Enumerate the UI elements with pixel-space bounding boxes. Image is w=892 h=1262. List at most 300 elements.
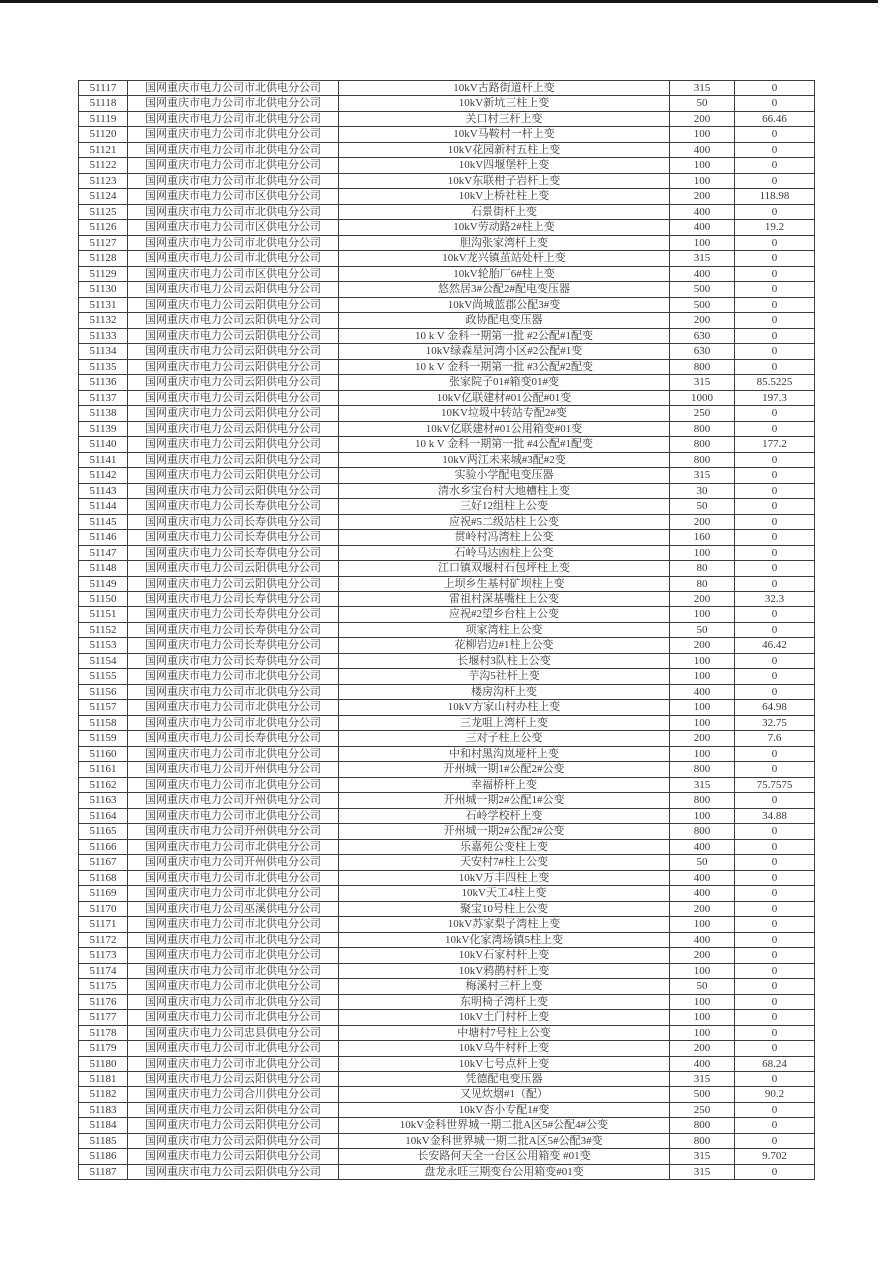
- table-row: [79, 96, 815, 111]
- cell-row-id: 51121: [79, 142, 128, 157]
- cell-metric: 68.24: [735, 1056, 815, 1071]
- cell-metric: 0: [735, 530, 815, 545]
- cell-company: 国网重庆市电力公司市北供电分公司: [128, 684, 339, 699]
- cell-company: 国网重庆市电力公司云阳供电分公司: [128, 344, 339, 359]
- cell-metric: 0: [735, 1164, 815, 1179]
- cell-capacity: 315: [670, 1164, 735, 1179]
- cell-metric: 0: [735, 313, 815, 328]
- cell-transformer-name: 天安村7#柱上公变: [339, 855, 670, 870]
- cell-metric: 0: [735, 979, 815, 994]
- cell-capacity: 400: [670, 870, 735, 885]
- cell-capacity: 200: [670, 901, 735, 916]
- cell-company: 国网重庆市电力公司长寿供电分公司: [128, 591, 339, 606]
- cell-metric: 0: [735, 81, 815, 96]
- cell-metric: 0: [735, 622, 815, 637]
- cell-company: 国网重庆市电力公司长寿供电分公司: [128, 653, 339, 668]
- cell-metric: 34.88: [735, 808, 815, 823]
- cell-transformer-name: 10kV四堰堡杆上变: [339, 158, 670, 173]
- cell-transformer-name: 三好12组柱上公变: [339, 499, 670, 514]
- table-row: [79, 297, 815, 312]
- cell-company: 国网重庆市电力公司市北供电分公司: [128, 111, 339, 126]
- table-row: [79, 576, 815, 591]
- cell-company: 国网重庆市电力公司云阳供电分公司: [128, 297, 339, 312]
- cell-company: 国网重庆市电力公司长寿供电分公司: [128, 638, 339, 653]
- table-row: [79, 483, 815, 498]
- cell-company: 国网重庆市电力公司云阳供电分公司: [128, 359, 339, 374]
- table-row: [79, 886, 815, 901]
- table-row: [79, 81, 815, 96]
- cell-transformer-name: 花柳岩边#1柱上公变: [339, 638, 670, 653]
- table-row: [79, 266, 815, 281]
- cell-metric: 64.98: [735, 700, 815, 715]
- cell-capacity: 100: [670, 715, 735, 730]
- table-row: [79, 390, 815, 405]
- cell-capacity: 50: [670, 855, 735, 870]
- cell-capacity: 800: [670, 437, 735, 452]
- cell-row-id: 51181: [79, 1072, 128, 1087]
- table-row: [79, 653, 815, 668]
- cell-row-id: 51185: [79, 1133, 128, 1148]
- table-row: [79, 1102, 815, 1117]
- cell-transformer-name: 实验小学配电变压器: [339, 468, 670, 483]
- table-row: [79, 359, 815, 374]
- cell-capacity: 1000: [670, 390, 735, 405]
- cell-capacity: 200: [670, 948, 735, 963]
- cell-row-id: 51129: [79, 266, 128, 281]
- table-row: [79, 251, 815, 266]
- cell-row-id: 51118: [79, 96, 128, 111]
- table-row: [79, 824, 815, 839]
- cell-company: 国网重庆市电力公司市北供电分公司: [128, 808, 339, 823]
- cell-transformer-name: 贯岭村冯湾柱上公变: [339, 530, 670, 545]
- table-row: [79, 499, 815, 514]
- cell-row-id: 51120: [79, 127, 128, 142]
- cell-capacity: 50: [670, 96, 735, 111]
- cell-row-id: 51132: [79, 313, 128, 328]
- cell-metric: 46.42: [735, 638, 815, 653]
- cell-transformer-name: 关口村三杆上变: [339, 111, 670, 126]
- cell-transformer-name: 政协配电变压器: [339, 313, 670, 328]
- cell-capacity: 800: [670, 359, 735, 374]
- cell-transformer-name: 应祝#2望乡台柱上公变: [339, 607, 670, 622]
- cell-metric: 90.2: [735, 1087, 815, 1102]
- cell-metric: 0: [735, 328, 815, 343]
- cell-capacity: 100: [670, 994, 735, 1009]
- cell-company: 国网重庆市电力公司市北供电分公司: [128, 1056, 339, 1071]
- cell-capacity: 100: [670, 746, 735, 761]
- cell-transformer-name: 清水乡宝台村大地槽柱上变: [339, 483, 670, 498]
- table-row: [79, 561, 815, 576]
- table-row: [79, 173, 815, 188]
- cell-row-id: 51177: [79, 1010, 128, 1025]
- cell-company: 国网重庆市电力公司云阳供电分公司: [128, 1102, 339, 1117]
- table-row: [79, 715, 815, 730]
- table-row: [79, 158, 815, 173]
- cell-metric: 0: [735, 96, 815, 111]
- table-row: [79, 700, 815, 715]
- table-row: [79, 731, 815, 746]
- cell-row-id: 51122: [79, 158, 128, 173]
- cell-capacity: 400: [670, 1056, 735, 1071]
- cell-row-id: 51156: [79, 684, 128, 699]
- cell-transformer-name: 聚宝10号柱上公变: [339, 901, 670, 916]
- cell-transformer-name: 10kV杏小专配1#变: [339, 1102, 670, 1117]
- cell-company: 国网重庆市电力公司云阳供电分公司: [128, 1149, 339, 1164]
- cell-company: 国网重庆市电力公司市北供电分公司: [128, 142, 339, 157]
- cell-capacity: 100: [670, 173, 735, 188]
- cell-row-id: 51176: [79, 994, 128, 1009]
- cell-transformer-name: 盘龙永旺三期变台公用箱变#01变: [339, 1164, 670, 1179]
- cell-company: 国网重庆市电力公司云阳供电分公司: [128, 468, 339, 483]
- cell-transformer-name: 10kV花园新村五柱上变: [339, 142, 670, 157]
- cell-metric: 0: [735, 870, 815, 885]
- cell-capacity: 100: [670, 669, 735, 684]
- cell-capacity: 500: [670, 282, 735, 297]
- cell-company: 国网重庆市电力公司云阳供电分公司: [128, 483, 339, 498]
- cell-metric: 0: [735, 839, 815, 854]
- cell-metric: 0: [735, 1102, 815, 1117]
- cell-row-id: 51187: [79, 1164, 128, 1179]
- cell-company: 国网重庆市电力公司云阳供电分公司: [128, 313, 339, 328]
- cell-capacity: 100: [670, 917, 735, 932]
- cell-metric: 0: [735, 1118, 815, 1133]
- cell-transformer-name: 凭德配电变压器: [339, 1072, 670, 1087]
- cell-row-id: 51149: [79, 576, 128, 591]
- cell-company: 国网重庆市电力公司忠县供电分公司: [128, 1025, 339, 1040]
- cell-company: 国网重庆市电力公司云阳供电分公司: [128, 375, 339, 390]
- cell-capacity: 315: [670, 375, 735, 390]
- cell-company: 国网重庆市电力公司云阳供电分公司: [128, 576, 339, 591]
- cell-company: 国网重庆市电力公司长寿供电分公司: [128, 514, 339, 529]
- cell-metric: 0: [735, 545, 815, 560]
- cell-metric: 0: [735, 173, 815, 188]
- cell-row-id: 51171: [79, 917, 128, 932]
- cell-row-id: 51133: [79, 328, 128, 343]
- cell-transformer-name: 石岭学校杆上变: [339, 808, 670, 823]
- cell-metric: 0: [735, 824, 815, 839]
- cell-capacity: 500: [670, 1087, 735, 1102]
- cell-metric: 7.6: [735, 731, 815, 746]
- cell-transformer-name: 悠然居3#公配2#配电变压器: [339, 282, 670, 297]
- cell-capacity: 100: [670, 1025, 735, 1040]
- cell-transformer-name: 10kV化家湾场镇5柱上变: [339, 932, 670, 947]
- cell-capacity: 250: [670, 406, 735, 421]
- cell-capacity: 315: [670, 468, 735, 483]
- cell-company: 国网重庆市电力公司市北供电分公司: [128, 979, 339, 994]
- cell-metric: 0: [735, 576, 815, 591]
- cell-metric: 85.5225: [735, 375, 815, 390]
- table-row: [79, 1164, 815, 1179]
- table-row: [79, 1118, 815, 1133]
- cell-metric: 0: [735, 607, 815, 622]
- table-row: [79, 669, 815, 684]
- cell-capacity: 400: [670, 220, 735, 235]
- cell-company: 国网重庆市电力公司市北供电分公司: [128, 700, 339, 715]
- cell-transformer-name: 10kV轮胎厂6#柱上变: [339, 266, 670, 281]
- cell-row-id: 51139: [79, 421, 128, 436]
- cell-row-id: 51131: [79, 297, 128, 312]
- cell-capacity: 160: [670, 530, 735, 545]
- cell-row-id: 51178: [79, 1025, 128, 1040]
- cell-capacity: 800: [670, 793, 735, 808]
- cell-metric: 9.702: [735, 1149, 815, 1164]
- cell-company: 国网重庆市电力公司市北供电分公司: [128, 948, 339, 963]
- cell-company: 国网重庆市电力公司市北供电分公司: [128, 669, 339, 684]
- cell-metric: 0: [735, 901, 815, 916]
- cell-row-id: 51155: [79, 669, 128, 684]
- table-row: [79, 638, 815, 653]
- table-row: [79, 406, 815, 421]
- cell-row-id: 51137: [79, 390, 128, 405]
- cell-company: 国网重庆市电力公司长寿供电分公司: [128, 499, 339, 514]
- cell-metric: 19.2: [735, 220, 815, 235]
- cell-metric: 0: [735, 762, 815, 777]
- cell-transformer-name: 10kV古路街道杆上变: [339, 81, 670, 96]
- table-row: [79, 901, 815, 916]
- cell-transformer-name: 应祝#5二级站柱上公变: [339, 514, 670, 529]
- cell-row-id: 51166: [79, 839, 128, 854]
- cell-row-id: 51125: [79, 204, 128, 219]
- transformer-table: [78, 80, 815, 1180]
- cell-row-id: 51136: [79, 375, 128, 390]
- table-row: [79, 111, 815, 126]
- cell-row-id: 51169: [79, 886, 128, 901]
- cell-company: 国网重庆市电力公司市北供电分公司: [128, 963, 339, 978]
- cell-company: 国网重庆市电力公司长寿供电分公司: [128, 731, 339, 746]
- cell-capacity: 200: [670, 111, 735, 126]
- cell-transformer-name: 梅溪村三杆上变: [339, 979, 670, 994]
- cell-company: 国网重庆市电力公司市区供电分公司: [128, 220, 339, 235]
- table-row: [79, 855, 815, 870]
- cell-transformer-name: 胆沟张家湾杆上变: [339, 235, 670, 250]
- table-row: [79, 622, 815, 637]
- cell-transformer-name: 楼房沟杆上变: [339, 684, 670, 699]
- cell-row-id: 51126: [79, 220, 128, 235]
- cell-transformer-name: 开州城一期2#公配1#公变: [339, 793, 670, 808]
- cell-capacity: 315: [670, 81, 735, 96]
- cell-row-id: 51167: [79, 855, 128, 870]
- cell-company: 国网重庆市电力公司云阳供电分公司: [128, 1133, 339, 1148]
- cell-transformer-name: 10kV土门村杆上变: [339, 1010, 670, 1025]
- cell-company: 国网重庆市电力公司市北供电分公司: [128, 235, 339, 250]
- cell-transformer-name: 中和村黑沟岚垭杆上变: [339, 746, 670, 761]
- cell-capacity: 30: [670, 483, 735, 498]
- cell-capacity: 50: [670, 622, 735, 637]
- cell-transformer-name: 10kV石家村杆上变: [339, 948, 670, 963]
- cell-metric: 118.98: [735, 189, 815, 204]
- table-row: [79, 793, 815, 808]
- cell-capacity: 200: [670, 313, 735, 328]
- cell-metric: 0: [735, 1025, 815, 1040]
- cell-capacity: 100: [670, 700, 735, 715]
- cell-row-id: 51164: [79, 808, 128, 823]
- cell-transformer-name: 石岭马达凼柱上公变: [339, 545, 670, 560]
- cell-capacity: 100: [670, 808, 735, 823]
- cell-capacity: 50: [670, 499, 735, 514]
- table-row: [79, 932, 815, 947]
- cell-company: 国网重庆市电力公司合川供电分公司: [128, 1087, 339, 1102]
- table-row: [79, 1056, 815, 1071]
- cell-company: 国网重庆市电力公司云阳供电分公司: [128, 452, 339, 467]
- table-row: [79, 375, 815, 390]
- cell-row-id: 51127: [79, 235, 128, 250]
- cell-transformer-name: 10kV上桥社柱上变: [339, 189, 670, 204]
- transformer-table-body: [79, 81, 815, 1180]
- cell-company: 国网重庆市电力公司市北供电分公司: [128, 96, 339, 111]
- cell-metric: 75.7575: [735, 777, 815, 792]
- cell-transformer-name: 东明椅子湾杆上变: [339, 994, 670, 1009]
- cell-row-id: 51152: [79, 622, 128, 637]
- cell-company: 国网重庆市电力公司云阳供电分公司: [128, 1118, 339, 1133]
- cell-row-id: 51170: [79, 901, 128, 916]
- cell-capacity: 800: [670, 824, 735, 839]
- cell-row-id: 51147: [79, 545, 128, 560]
- table-row: [79, 808, 815, 823]
- cell-row-id: 51117: [79, 81, 128, 96]
- cell-metric: 0: [735, 963, 815, 978]
- cell-capacity: 100: [670, 1010, 735, 1025]
- cell-company: 国网重庆市电力公司开州供电分公司: [128, 824, 339, 839]
- cell-row-id: 51150: [79, 591, 128, 606]
- cell-row-id: 51141: [79, 452, 128, 467]
- cell-transformer-name: 开州城一期2#公配2#公变: [339, 824, 670, 839]
- cell-capacity: 200: [670, 638, 735, 653]
- cell-capacity: 800: [670, 421, 735, 436]
- cell-row-id: 51142: [79, 468, 128, 483]
- table-row: [79, 530, 815, 545]
- cell-company: 国网重庆市电力公司云阳供电分公司: [128, 1072, 339, 1087]
- cell-row-id: 51153: [79, 638, 128, 653]
- cell-transformer-name: 石景街杆上变: [339, 204, 670, 219]
- cell-metric: 0: [735, 406, 815, 421]
- cell-company: 国网重庆市电力公司云阳供电分公司: [128, 390, 339, 405]
- cell-transformer-name: 10kV两江未来城#3配#2变: [339, 452, 670, 467]
- cell-metric: 0: [735, 483, 815, 498]
- cell-transformer-name: 10kV方家山村办柱上变: [339, 700, 670, 715]
- cell-company: 国网重庆市电力公司市北供电分公司: [128, 746, 339, 761]
- cell-metric: 0: [735, 514, 815, 529]
- cell-transformer-name: 10kV龙兴镇茧站处杆上变: [339, 251, 670, 266]
- cell-company: 国网重庆市电力公司市北供电分公司: [128, 1041, 339, 1056]
- cell-row-id: 51160: [79, 746, 128, 761]
- cell-transformer-name: 10kV金科世界城一期二批A区5#公配4#公变: [339, 1118, 670, 1133]
- cell-capacity: 315: [670, 1149, 735, 1164]
- cell-company: 国网重庆市电力公司市北供电分公司: [128, 932, 339, 947]
- table-row: [79, 948, 815, 963]
- table-row: [79, 917, 815, 932]
- table-row: [79, 870, 815, 885]
- cell-transformer-name: 10kV亿联建材#01公配#01变: [339, 390, 670, 405]
- cell-transformer-name: 三龙咀上湾杆上变: [339, 715, 670, 730]
- cell-transformer-name: 10kV七号点杆上变: [339, 1056, 670, 1071]
- cell-capacity: 400: [670, 266, 735, 281]
- cell-row-id: 51180: [79, 1056, 128, 1071]
- table-row: [79, 421, 815, 436]
- cell-row-id: 51148: [79, 561, 128, 576]
- cell-transformer-name: 长堰村3队柱上公变: [339, 653, 670, 668]
- table-row: [79, 437, 815, 452]
- cell-transformer-name: 江口镇双堰村石包坪柱上变: [339, 561, 670, 576]
- cell-metric: 0: [735, 297, 815, 312]
- cell-capacity: 630: [670, 328, 735, 343]
- cell-transformer-name: 三对子柱上公变: [339, 731, 670, 746]
- table-row: [79, 452, 815, 467]
- cell-transformer-name: 10kV东联柑子岩杆上变: [339, 173, 670, 188]
- cell-row-id: 51123: [79, 173, 128, 188]
- cell-metric: 0: [735, 746, 815, 761]
- cell-transformer-name: 10kV苏家梨子湾柱上变: [339, 917, 670, 932]
- cell-capacity: 250: [670, 1102, 735, 1117]
- table-row: [79, 746, 815, 761]
- cell-capacity: 400: [670, 886, 735, 901]
- cell-row-id: 51124: [79, 189, 128, 204]
- table-row: [79, 220, 815, 235]
- table-row: [79, 1133, 815, 1148]
- cell-company: 国网重庆市电力公司长寿供电分公司: [128, 622, 339, 637]
- table-row: [79, 979, 815, 994]
- cell-transformer-name: 10kV万丰四柱上变: [339, 870, 670, 885]
- cell-row-id: 51119: [79, 111, 128, 126]
- cell-metric: 177.2: [735, 437, 815, 452]
- table-row: [79, 142, 815, 157]
- cell-metric: 0: [735, 235, 815, 250]
- cell-row-id: 51146: [79, 530, 128, 545]
- cell-metric: 0: [735, 282, 815, 297]
- cell-transformer-name: 10 k V 金科一期第一批 #4公配#1配变: [339, 437, 670, 452]
- cell-metric: 0: [735, 684, 815, 699]
- cell-capacity: 200: [670, 189, 735, 204]
- cell-metric: 0: [735, 421, 815, 436]
- cell-transformer-name: 雷祖村深基嘴柱上公变: [339, 591, 670, 606]
- cell-row-id: 51162: [79, 777, 128, 792]
- cell-capacity: 315: [670, 777, 735, 792]
- cell-metric: 0: [735, 468, 815, 483]
- cell-capacity: 800: [670, 1118, 735, 1133]
- cell-row-id: 51161: [79, 762, 128, 777]
- cell-transformer-name: 长安路何天全一台区公用箱变 #01变: [339, 1149, 670, 1164]
- cell-company: 国网重庆市电力公司巫溪供电分公司: [128, 901, 339, 916]
- cell-capacity: 400: [670, 932, 735, 947]
- cell-transformer-name: 10 k V 金科一期第一批 #3公配#2配变: [339, 359, 670, 374]
- cell-company: 国网重庆市电力公司云阳供电分公司: [128, 328, 339, 343]
- table-row: [79, 762, 815, 777]
- cell-row-id: 51182: [79, 1087, 128, 1102]
- cell-metric: 0: [735, 561, 815, 576]
- cell-metric: 0: [735, 932, 815, 947]
- cell-transformer-name: 芋沟5社杆上变: [339, 669, 670, 684]
- cell-transformer-name: 10kV绿森星河湾小区#2公配#1变: [339, 344, 670, 359]
- table-row: [79, 1041, 815, 1056]
- cell-metric: 0: [735, 1041, 815, 1056]
- cell-metric: 0: [735, 452, 815, 467]
- cell-row-id: 51145: [79, 514, 128, 529]
- cell-capacity: 400: [670, 204, 735, 219]
- cell-transformer-name: 10kV天工4柱上变: [339, 886, 670, 901]
- cell-metric: 0: [735, 142, 815, 157]
- cell-transformer-name: 10kV鸦鹊村杆上变: [339, 963, 670, 978]
- cell-transformer-name: 10kV金科世界城一期二批A区5#公配3#变: [339, 1133, 670, 1148]
- cell-company: 国网重庆市电力公司市区供电分公司: [128, 189, 339, 204]
- cell-capacity: 500: [670, 297, 735, 312]
- cell-capacity: 800: [670, 452, 735, 467]
- cell-capacity: 80: [670, 576, 735, 591]
- cell-company: 国网重庆市电力公司市北供电分公司: [128, 994, 339, 1009]
- cell-row-id: 51151: [79, 607, 128, 622]
- cell-company: 国网重庆市电力公司市北供电分公司: [128, 173, 339, 188]
- cell-capacity: 400: [670, 839, 735, 854]
- cell-transformer-name: 幸福桥杆上变: [339, 777, 670, 792]
- cell-row-id: 51183: [79, 1102, 128, 1117]
